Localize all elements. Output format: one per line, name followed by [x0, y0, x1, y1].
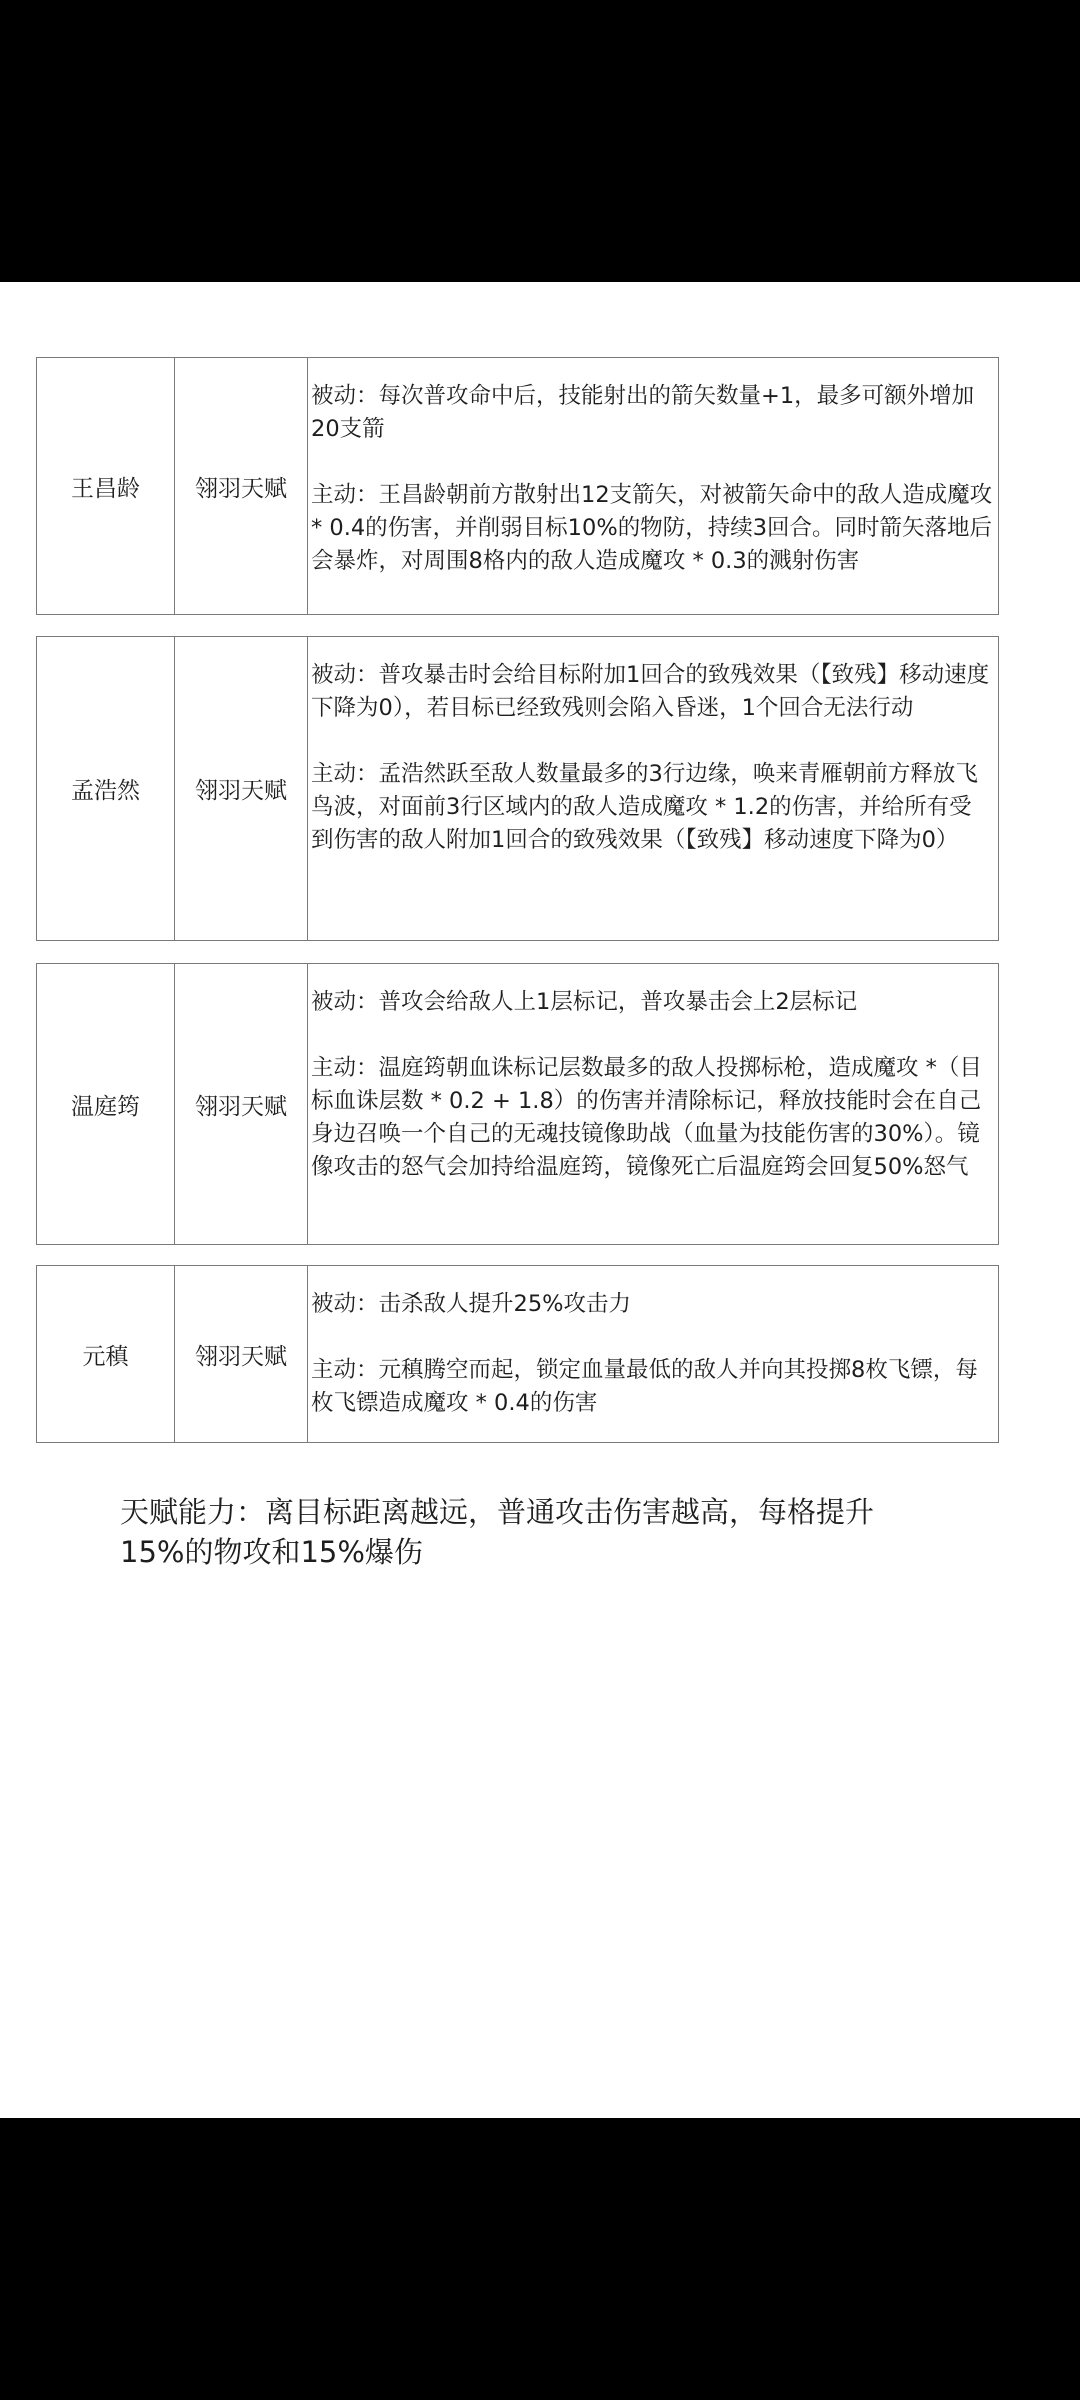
talent-summary: 天赋能力：离目标距离越远，普通攻击伤害越高，每格提升15%的物攻和15%爆伤 — [120, 1495, 875, 1569]
active-text: 主动：孟浩然跃至敌人数量最多的3行边缘，唤来青雁朝前方释放飞鸟波，对面前3行区域内的敌人造成魔攻 * 1.2的伤害，并给所有受到伤害的敌人附加1回合的致残效果（【致残】移动速度下降为0） — [311, 761, 978, 853]
skill-description — [308, 637, 998, 940]
talent-tag: 翎羽天赋 — [175, 964, 308, 1244]
hero-name: 王昌龄 — [37, 358, 175, 614]
passive-text: 被动：每次普攻命中后，技能射出的箭矢数量+1，最多可额外增加20支箭 — [311, 383, 975, 442]
talent-tag: 翎羽天赋 — [175, 637, 308, 940]
talent-tag: 翎羽天赋 — [175, 358, 308, 614]
active-text: 主动：温庭筠朝血诛标记层数最多的敌人投掷标枪，造成魔攻 *（目标血诛层数 * 0.2 + 1.8）的伤害并清除标记，释放技能时会在自己身边召唤一个自己的无魂技镜像助战（血量为技能伤害的30%）。镜像攻击的怒气会加持给温庭筠，镜像死亡后温庭筠会回复50%怒气 — [311, 1055, 982, 1180]
document-page — [0, 282, 1080, 2118]
hero-name: 孟浩然 — [37, 637, 175, 940]
talent-card-wang-changling — [36, 357, 999, 615]
hero-name: 元稹 — [37, 1266, 175, 1442]
active-text: 主动：王昌龄朝前方散射出12支箭矢，对被箭矢命中的敌人造成魔攻 * 0.4的伤害，并削弱目标10%的物防，持续3回合。同时箭矢落地后会暴炸，对周围8格内的敌人造成魔攻 * 0.3的溅射伤害 — [311, 482, 993, 574]
passive-text: 被动：普攻会给敌人上1层标记，普攻暴击会上2层标记 — [311, 989, 858, 1015]
passive-text: 被动：普攻暴击时会给目标附加1回合的致残效果（【致残】移动速度下降为0），若目标已经致残则会陷入昏迷，1个回合无法行动 — [311, 662, 990, 721]
talent-card-meng-haoran — [36, 636, 999, 941]
hero-name: 温庭筠 — [37, 964, 175, 1244]
skill-description — [308, 964, 998, 1244]
talent-card-wen-tingyun — [36, 963, 999, 1245]
talent-tag: 翎羽天赋 — [175, 1266, 308, 1442]
skill-description — [308, 1266, 998, 1442]
active-text: 主动：元稹腾空而起，锁定血量最低的敌人并向其投掷8枚飞镖，每枚飞镖造成魔攻 * 0.4的伤害 — [311, 1357, 978, 1416]
skill-description — [308, 358, 998, 614]
passive-text: 被动：击杀敌人提升25%攻击力 — [311, 1291, 632, 1317]
talent-card-yuan-zhen — [36, 1265, 999, 1443]
